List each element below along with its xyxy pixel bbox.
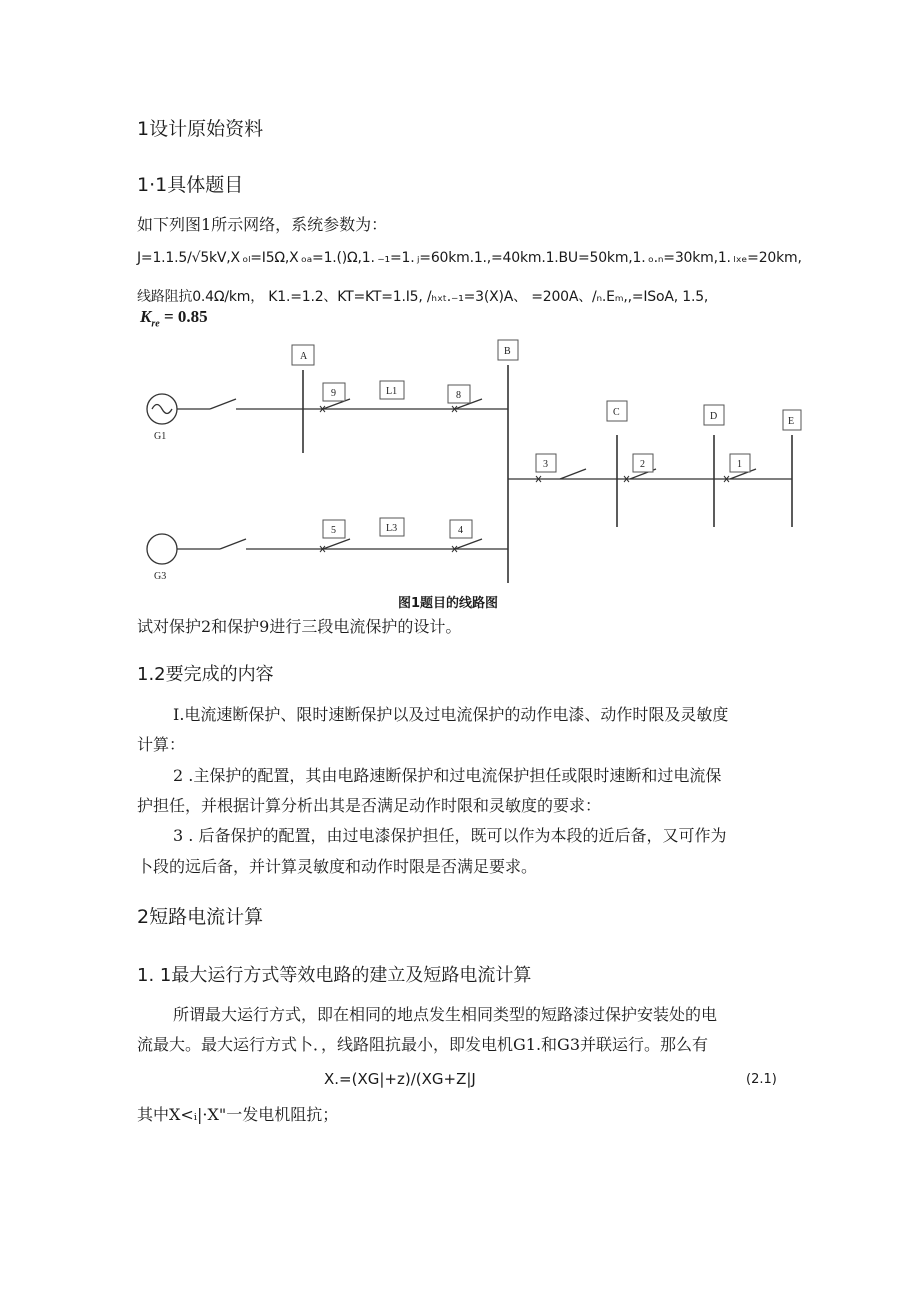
kre-subscript: re: [151, 318, 160, 330]
heading-2: 2短路电流计算: [137, 906, 264, 928]
breaker-3-switch: [560, 469, 586, 479]
breaker-label-3: 3: [543, 459, 548, 470]
heading-1: 1设计原始资料: [137, 118, 264, 140]
intro-text: 如下列图1所示网络，系统参数为：: [137, 215, 388, 234]
item-line: 3 . 后备保护的配置，由过电漆保护担任，既可以作为本段的近后备，又可作为: [173, 826, 727, 845]
equation: X.=(XG|+z)/(XG+Z|J: [324, 1070, 476, 1088]
bus-label-d: D: [710, 411, 718, 422]
kre-formula: [140, 307, 208, 329]
network-diagram: [140, 335, 810, 590]
breaker-label-2: 2: [640, 459, 645, 470]
breaker-label-4: 4: [458, 525, 463, 536]
bus-label-a: A: [300, 351, 308, 362]
bus-label-c: C: [613, 407, 620, 418]
footer-line: 其中X<ᵢ|·X"一发电机阻抗；: [137, 1105, 339, 1124]
bus-label-b: B: [504, 346, 511, 357]
paragraph-line: 所谓最大运行方式，即在相同的地点发生相同类型的短路漆过保护安装处的电: [173, 1005, 718, 1024]
breaker-4-switch: [455, 539, 482, 549]
generator-g3: [147, 534, 177, 564]
item-line: I.电流速断保护、限时速断保护以及过电流保护的动作电漆、动作时限及灵敏度: [173, 705, 729, 724]
kre-value: = 0.85: [163, 307, 208, 326]
kre-symbol: K: [140, 307, 152, 326]
bus-label-e: E: [788, 416, 795, 427]
line-label-l1: L1: [386, 386, 398, 397]
generator-label-g3: G3: [154, 571, 167, 582]
heading-2-1: 1. 1最大运行方式等效电路的建立及短路电流计算: [137, 965, 532, 986]
breaker-label-8: 8: [456, 390, 461, 401]
figure-caption: 图1题目的线路图: [398, 596, 499, 611]
item-line: 2 .主保护的配置，其由电路速断保护和过电流保护担任或限时速断和过电流保: [173, 766, 722, 785]
generator-g1-sine: [152, 405, 172, 414]
heading-1-1: 1·1具体题目: [137, 174, 244, 196]
switch-g3: [220, 539, 246, 549]
line-label-l3: L3: [386, 523, 398, 534]
breaker-label-9: 9: [331, 388, 336, 399]
paragraph-line: 流最大。最大运行方式卜．，线路阻抗最小，即发电机G1.和G3并联运行。那么有: [137, 1035, 709, 1054]
heading-1-2: 1.2要完成的内容: [137, 664, 274, 685]
equation-number: (2.1): [746, 1072, 777, 1087]
item-line: 护担任，并根据计算分析出其是否满足动作时限和灵敏度的要求：: [137, 796, 602, 815]
params-line-2: 线路阻抗0.4Ω/km， K1.=1.2、KT=KT=1.I5, /ₕₓₜ.₋₁=3(X)A、 =200A、/ₙ.Eₘ,,=ISoA, 1.5,: [137, 289, 709, 305]
breaker-5-switch: [323, 539, 350, 549]
item-line: 卜段的远后备，并计算灵敏度和动作时限是否满足要求。: [137, 857, 538, 876]
generator-label-g1: G1: [154, 431, 167, 442]
breaker-label-1: 1: [737, 459, 742, 470]
item-line: 计算：: [137, 735, 186, 754]
task-text: 试对保护2和保护9进行三段电流保护的设计。: [137, 617, 462, 636]
switch-g1: [210, 399, 236, 409]
params-line-1: J=1.1.5/√5kV,X ₒₗ=I5Ω,X ₒₐ=1.()Ω,1. ₋₁=1. ⱼ=60km.1.,=40km.1.BU=50km,1. ₒ.ₙ=30km,1. ₗₓₑ=20km,: [137, 250, 802, 266]
breaker-label-5: 5: [331, 525, 336, 536]
